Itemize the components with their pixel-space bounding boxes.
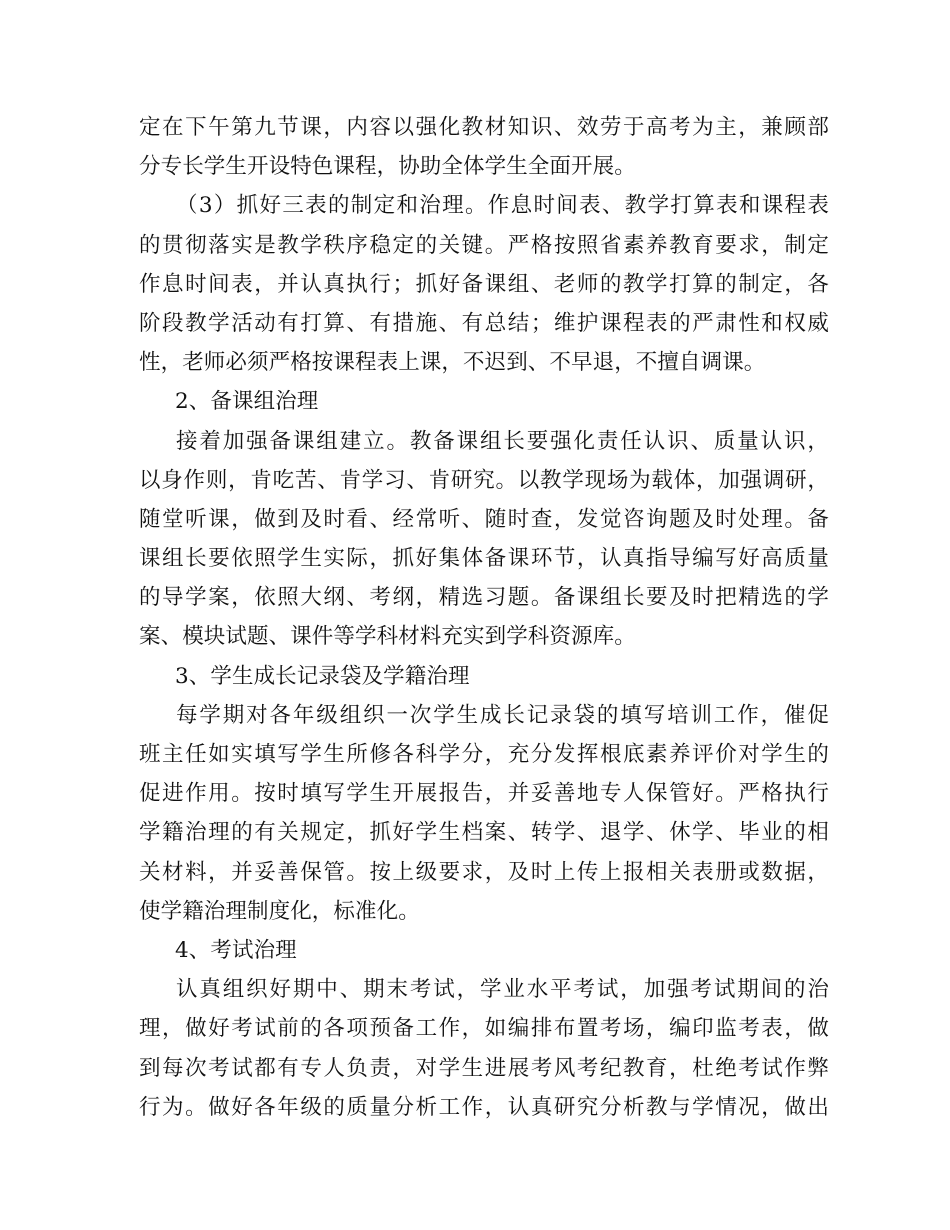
text-line: 定在下午第九节课，内容以强化教材知识、效劳于高考为主，兼顾部 [139, 115, 829, 140]
text-line: 行为。做好各年级的质量分析工作，认真研究分析教与学情况，做出 [139, 1094, 829, 1120]
text-line: 促进作用。按时填写学生开展报告，并妥善地专人保管好。严格执行 [139, 781, 829, 807]
paragraph-first-line: （3）抓好三表的制定和治理。作息时间表、教学打算表和课程表 [176, 193, 829, 219]
text-line: 的贯彻落实是教学秩序稳定的关键。严格按照省素养教育要求，制定 [139, 232, 829, 258]
text-line: 作息时间表，并认真执行；抓好备课组、老师的教学打算的制定，各 [139, 271, 829, 297]
text-line: 课组长要依照学生实际，抓好集体备课环节，认真指导编写好高质量 [139, 546, 829, 572]
text-line: 以身作则，肯吃苦、肯学习、肯研究。以教学现场为载体，加强调研， [139, 467, 829, 493]
text-line: 班主任如实填写学生所修各科学分，充分发挥根底素养评价对学生的 [139, 742, 829, 767]
paragraph-first-line: 每学期对各年级组织一次学生成长记录袋的填写培训工作，催促 [176, 702, 829, 728]
section-heading: 2、备课组治理 [175, 389, 319, 415]
text-line: 使学籍治理制度化，标准化。 [139, 898, 420, 924]
text-line: 随堂听课，做到及时看、经常听、随时查，发觉咨询题及时处理。备 [139, 506, 829, 532]
text-line: 理，做好考试前的各项预备工作，如编排布置考场，编印监考表，做 [139, 1016, 829, 1042]
text-line: 的导学案，依照大纲、考纲，精选习题。备课组长要及时把精选的学 [139, 585, 829, 611]
text-line: 阶段教学活动有打算、有措施、有总结；维护课程表的严肃性和权威 [139, 310, 829, 336]
text-line: 分专长学生开设特色课程，协助全体学生全面开展。 [139, 154, 636, 180]
text-line: 学籍治理的有关规定，抓好学生档案、转学、退学、休学、毕业的相 [139, 820, 829, 846]
paragraph-first-line: 认真组织好期中、期末考试，学业水平考试，加强考试期间的治 [176, 977, 829, 1003]
text-line: 关材料，并妥善保管。按上级要求，及时上传上报相关表册或数据， [139, 859, 829, 885]
paragraph-first-line: 接着加强备课组建立。教备课组长要强化责任认识、质量认识， [176, 428, 829, 454]
text-line: 性，老师必须严格按课程表上课，不迟到、不早退，不擅自调课。 [139, 350, 766, 376]
section-heading: 3、学生成长记录袋及学籍治理 [175, 663, 470, 689]
document-body [139, 108, 829, 1127]
text-line: 到每次考试都有专人负责，对学生进展考风考纪教育，杜绝考试作弊 [139, 1055, 829, 1081]
section-heading: 4、考试治理 [175, 937, 297, 963]
text-line: 案、模块试题、课件等学科材料充实到学科资源库。 [139, 624, 636, 650]
